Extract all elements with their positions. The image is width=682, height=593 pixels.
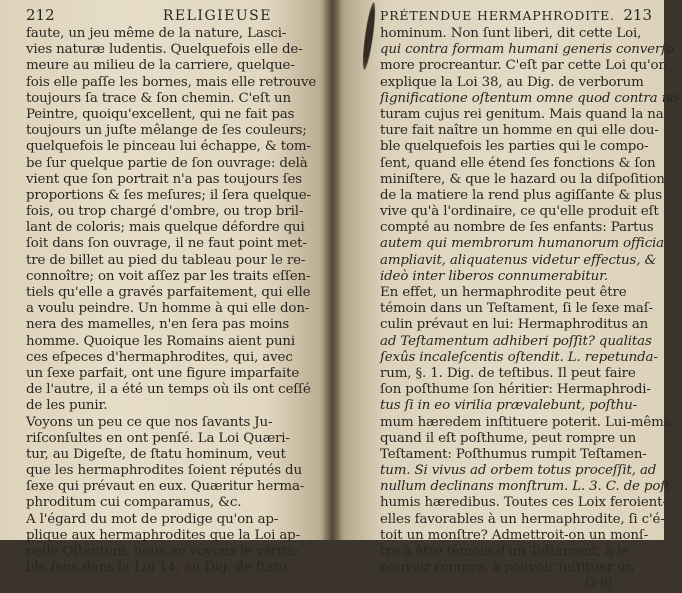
left-page-text-line: toujours ſa trace & ſon chemin. C'eſt un	[26, 90, 292, 106]
left-page-text-line: proportions & ſes meſures; il ſera quelque-	[26, 187, 311, 203]
right-page-text-line: qui contra formam humani generis converſo	[380, 42, 674, 58]
right-page-text-line: ture fait naître un homme en qui elle dou-	[380, 123, 659, 139]
left-page-text-line: A l'égard du mot de prodige qu'on ap-	[26, 511, 279, 527]
left-page-text-line: meure au milieu de la carriere, quelque-	[26, 58, 295, 74]
left-page-text-line: de l'autre, il a été un temps où ils ont ceſſé	[26, 382, 311, 398]
right-page-text-line: elles favorables à un hermaphrodite, ſi c'é-	[380, 511, 665, 527]
right-page-text-line: turam cujus rei genitum. Mais quand la na-	[380, 106, 668, 122]
right-page-text-line: more procreantur. C'eſt par cette Loi qu'on	[380, 58, 667, 74]
right-page-text-line: nullum declinans monſtrum. L. 3. C. de poſt-	[380, 479, 675, 495]
left-page-text-line: plique aux hermaphrodites que la Loi ap-	[26, 527, 300, 543]
left-page-text-line: vient que ſon portrait n'a pas toujours ſes	[26, 171, 302, 187]
right-page-text-line: mum hæredem inſtituere poterit. Lui-même	[380, 414, 672, 430]
right-page-text-line: quand il eſt poſthume, peut rompre un	[380, 430, 637, 446]
right-page-text-line: tus ſi in eo virilia prævalebunt, poſthu-	[380, 398, 637, 414]
left-page-text	[26, 26, 317, 576]
left-page-text-line: riſconſultes en ont penſé. La Loi Quæri-	[26, 430, 290, 446]
left-page-text-line: fois, ou trop chargé d'ombre, ou trop bril-	[26, 204, 304, 220]
right-page-text-line: ſexûs incaleſcentis oſtendit. L. repetunda-	[380, 349, 658, 365]
left-page-text-line: pelle Oſtentum, nous en voyons le vérita-	[26, 544, 299, 559]
left-page-text-line: vies naturæ ludentis. Quelquefois elle de-	[26, 42, 303, 58]
left-page-text-line: fois elle paſſe les bornes, mais elle retrouve	[26, 74, 317, 90]
left-page-text-line: tiels qu'elle a gravés parfaitement, qui elle	[26, 285, 311, 300]
signature-mark: O iij	[584, 576, 612, 592]
left-page-text-line: ſexe qui prévaut en eux. Quæritur herma-	[26, 479, 305, 495]
right-page-text-line: témoin dans un Teſtament, ſi le ſexe maſ-	[380, 301, 653, 317]
right-page	[332, 0, 682, 592]
right-page-text	[380, 26, 682, 576]
right-page-text-line: pouvoir rompre, à pouvoir inſtituer un	[380, 560, 635, 576]
right-page-text-line: explique la Loi 38, au Dig. de verborum	[380, 74, 644, 90]
left-page-text-line: be ſur quelque partie de ſon ouvrage: delà	[26, 155, 308, 171]
left-page-text-line: quelquefois le pinceau lui échappe, & tom-	[26, 139, 311, 155]
right-page-text-line: En effet, un hermaphrodite peut être	[380, 285, 627, 300]
left-page-text-line: Voyons un peu ce que nos ſavants Ju-	[26, 414, 273, 430]
right-page-number: 213	[623, 6, 652, 24]
left-page-text-line: a voulu peindre. Un homme à qui elle don-	[26, 301, 310, 317]
right-page-text-line: toit un monſtre? Admettroit-on un monſ-	[380, 527, 649, 543]
right-page-text-line: ad Teſtamentum adhiberi poſſit? qualitas	[380, 333, 652, 349]
right-page-text-line: ſignificatione oſtentum omne quod contra na-	[380, 90, 682, 106]
left-page-text-line: phroditum cui comparamus, &c.	[26, 495, 242, 511]
left-page-text-line: que les hermaphrodites ſoient réputés du	[26, 463, 302, 479]
left-page-header	[26, 6, 312, 26]
left-page-text-line: connoître; on voit aſſez par les traits eſſen-	[26, 268, 311, 284]
right-page-text-line: ſon poſthume ſon héritier: Hermaphrodi-	[380, 382, 651, 398]
right-page-text-line: ideò inter liberos connumerabitur.	[380, 268, 609, 284]
left-page-text-line: lant de coloris; mais quelque défordre qui	[26, 220, 305, 236]
right-page-header	[380, 6, 652, 26]
right-page-text-line: humis hæredibus. Toutes ces Loix feroient-	[380, 495, 667, 511]
right-page-text-line: ſent, quand elle étend ſes fonctions & ſon	[380, 155, 656, 171]
right-page-text-line: compté au nombre de ſes enfants: Partus	[380, 220, 654, 236]
left-page-text-line: de les punir.	[26, 398, 108, 414]
right-page-text-line: hominum. Non ſunt liberi, dit cette Loi,	[380, 26, 642, 41]
left-page-text-line: tre de billet au pied du tableau pour le re-	[26, 252, 306, 268]
right-page-text-line: tum. Si vivus ad orbem totus proceſſit, ad	[380, 463, 657, 479]
right-page-text-line: miniſtere, & que le hazard ou la diſpoſition	[380, 171, 665, 187]
right-page-text-line: ampliavit, aliquatenus videtur effectus, &	[380, 252, 657, 268]
right-page-text-line: autem qui membrorum humanorum officia	[380, 236, 665, 252]
left-page	[0, 0, 332, 576]
left-page-text-line: faute, un jeu même de la nature, Lasci-	[26, 26, 287, 41]
right-page-text-line: vive qu'à l'ordinaire, ce qu'elle produit eſt	[380, 204, 659, 220]
right-page-text-line: rum, §. 1. Dig. de teſtibus. Il peut faire	[380, 365, 636, 381]
left-page-text-line: Peintre, quoiqu'excellent, qui ne fait pas	[26, 106, 295, 122]
left-page-text-line: ces eſpeces d'hermaphrodites, qui, avec	[26, 349, 293, 365]
left-page-text-line: toujours un juſte mêlange de ſes couleurs;	[26, 123, 307, 139]
right-page-text-line: Teſtament: Poſthumus rumpit Teſtamen-	[380, 446, 647, 462]
left-running-title: RELIGIEUSE	[162, 8, 272, 24]
left-page-text-line: homme. Quoique les Romains aient puni	[26, 333, 296, 349]
left-page-number: 212	[26, 6, 55, 24]
left-page-text-line: ble ſens dans la Loi 14, au Dig. de ſtatu	[26, 560, 288, 576]
right-page-text-line: culin prévaut en lui: Hermaphroditus an	[380, 317, 649, 333]
left-page-text-line: ſoit dans ſon ouvrage, il ne faut point met-	[26, 236, 307, 252]
right-page-text-line: tre à être témoin d'un Teſtament, à le	[380, 544, 630, 559]
right-page-text-line: de la matiere la rend plus agiſſante & plus	[380, 187, 663, 203]
left-page-text-line: nera des mamelles, n'en ſera pas moins	[26, 317, 290, 333]
left-page-text-line: un ſexe parfait, ont une figure imparfaite	[26, 365, 300, 381]
right-page-text-line: ble quelquefois les parties qui le compo-	[380, 139, 649, 155]
right-running-title: PRÉTENDUE HERMAPHRODITE.	[380, 8, 615, 23]
left-page-text-line: tur, au Digeſte, de ſtatu hominum, veut	[26, 446, 286, 462]
